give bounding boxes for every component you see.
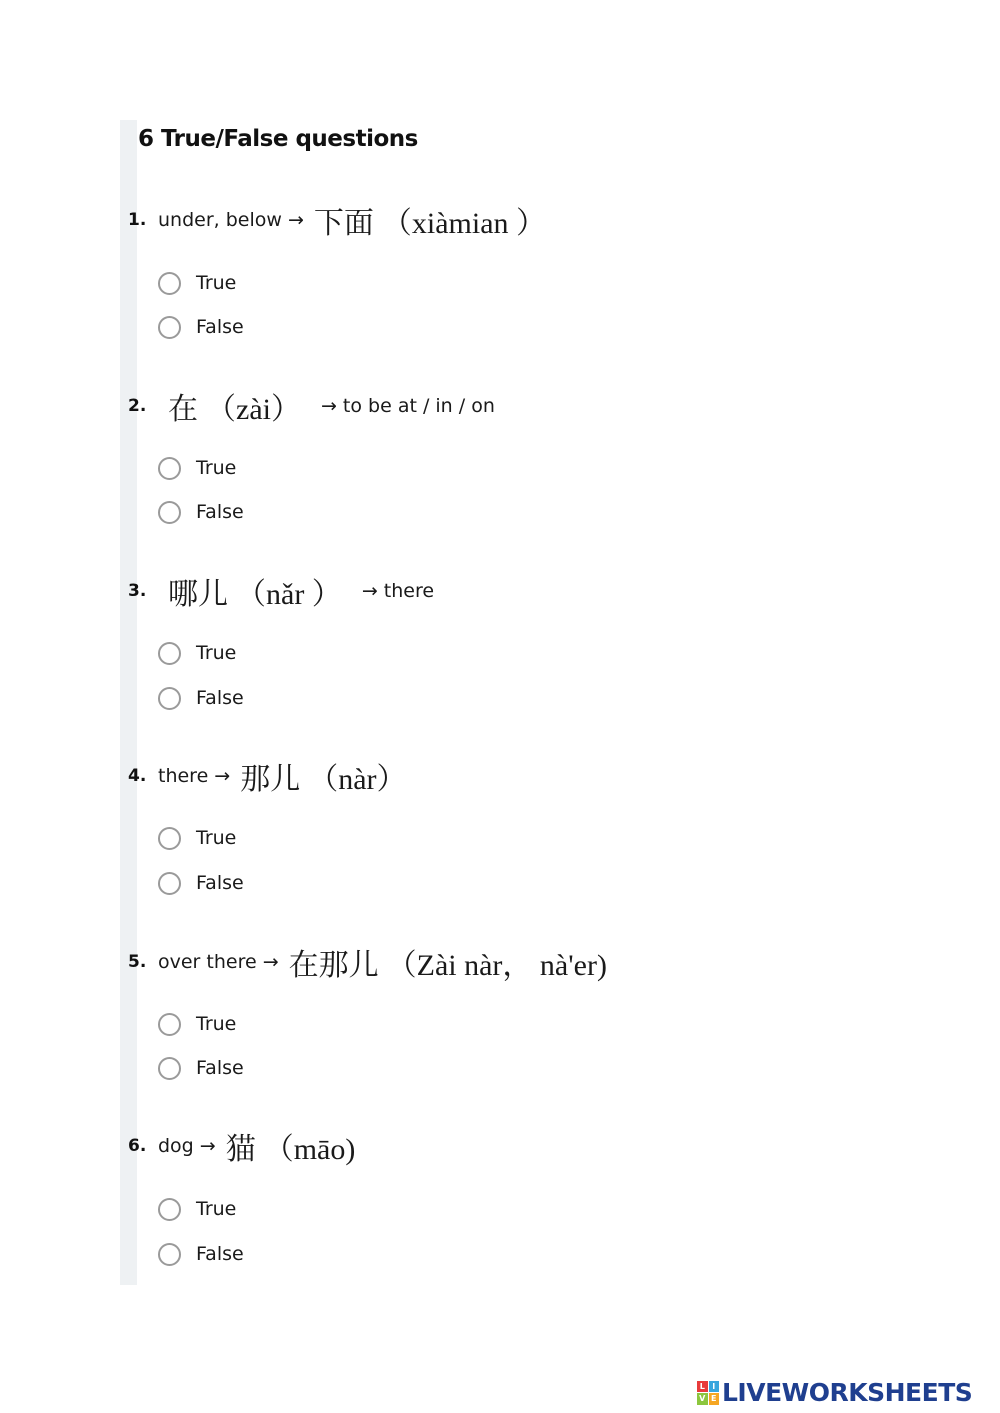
question-chinese: 下面 [313,206,374,241]
question-5-prompt [128,940,888,984]
logo-letter: L [697,1381,708,1393]
question-5-option-false[interactable] [158,1053,244,1083]
question-3-prompt [128,569,888,613]
question-english-after: → to be at / in / on [320,395,495,417]
question-6-prompt [128,1124,888,1168]
option-label: True [196,1013,237,1035]
question-3 [128,569,888,709]
option-label: False [196,316,244,338]
question-3-option-false[interactable] [158,683,244,713]
question-6-option-true[interactable] [158,1194,236,1224]
option-label: False [196,1243,244,1265]
question-chinese: 哪儿 [168,577,228,612]
radio-button[interactable] [158,642,181,665]
radio-button[interactable] [158,687,181,710]
question-4-prompt [128,754,888,798]
radio-button[interactable] [158,827,181,850]
question-number: 2. [128,396,147,416]
option-label: False [196,687,244,709]
radio-button[interactable] [158,316,181,339]
logo-letter: E [709,1393,720,1405]
question-1-option-false[interactable] [158,312,244,342]
option-label: True [196,272,237,294]
question-english: under, below → [158,209,304,231]
page-title: 6 True/False questions [138,126,418,152]
question-number: 3. [128,581,147,601]
question-1 [128,198,888,338]
option-label: False [196,501,244,523]
question-pinyin: （nǎr ） [236,578,342,611]
question-pinyin: （zài） [206,393,301,426]
question-pinyin: （māo) [263,1133,356,1166]
option-label: False [196,1057,244,1079]
question-2-option-false[interactable] [158,497,244,527]
question-4-option-true[interactable] [158,823,236,853]
radio-button[interactable] [158,1013,181,1036]
question-pinyin: （nàr） [308,763,407,796]
question-english: over there → [158,951,279,973]
question-4-option-false[interactable] [158,868,244,898]
question-number: 6. [128,1136,147,1156]
question-english-after: → there [361,580,435,602]
question-6-option-false[interactable] [158,1239,244,1269]
brand-name: LIVEWORKSHEETS [722,1378,973,1407]
question-chinese: 那儿 [240,762,301,797]
question-5-option-true[interactable] [158,1009,236,1039]
radio-button[interactable] [158,872,181,895]
radio-button[interactable] [158,1198,181,1221]
logo-letter: V [697,1393,708,1405]
question-4 [128,754,888,894]
radio-button[interactable] [158,501,181,524]
left-accent-bar [120,120,137,1285]
logo-letter: I [709,1381,720,1393]
question-6 [128,1124,888,1265]
question-2 [128,384,888,523]
question-5 [128,940,888,1079]
question-chinese: 猫 [225,1132,256,1167]
option-label: True [196,457,237,479]
question-2-option-true[interactable] [158,453,236,483]
liveworksheets-logo [697,1378,972,1407]
question-chinese: 在 [168,392,198,427]
option-label: True [196,827,237,849]
radio-button[interactable] [158,1243,181,1266]
radio-button[interactable] [158,457,181,480]
question-number: 5. [128,952,147,972]
option-label: True [196,1198,237,1220]
question-english: there → [158,765,231,787]
question-number: 1. [128,210,147,230]
question-number: 4. [128,766,147,786]
question-english: dog → [158,1135,216,1157]
question-pinyin: （xiàmian ） [381,207,547,240]
liveworksheets-logo-icon [697,1381,719,1405]
option-label: False [196,872,244,894]
question-pinyin: （Zài nàr， nà'er) [386,949,607,982]
question-chinese: 在那儿 [288,948,379,983]
radio-button[interactable] [158,272,181,295]
question-1-option-true[interactable] [158,268,236,298]
option-label: True [196,642,237,664]
question-3-option-true[interactable] [158,638,236,668]
radio-button[interactable] [158,1057,181,1080]
question-2-prompt [128,384,888,428]
question-1-prompt [128,198,888,242]
